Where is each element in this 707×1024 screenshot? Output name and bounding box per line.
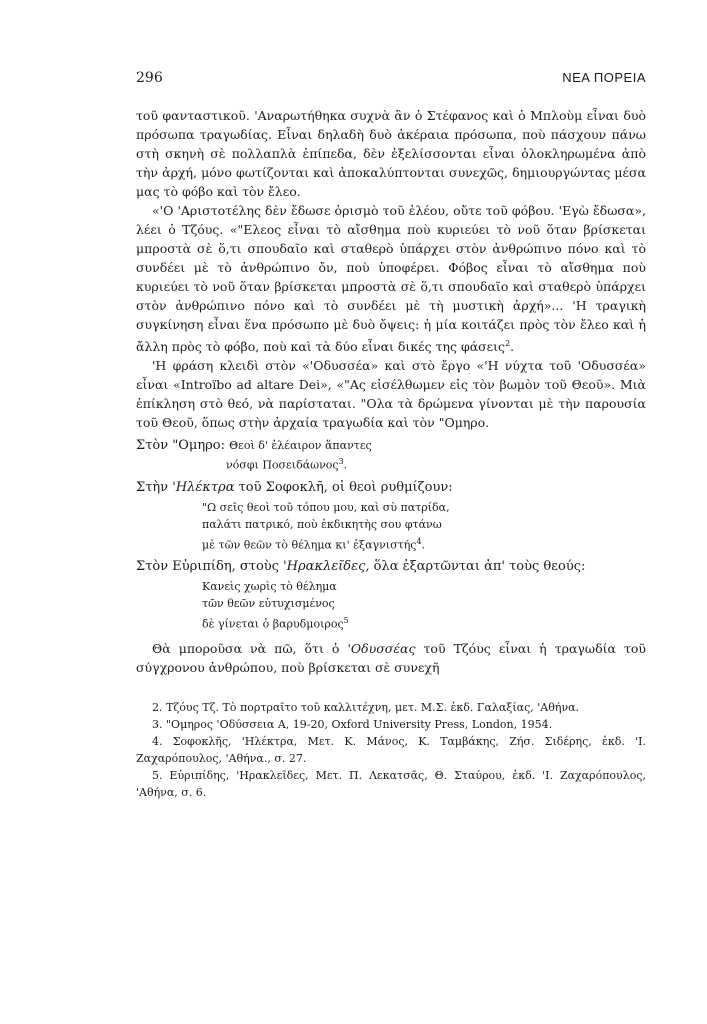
euripides-intro: Στὸν Εὐριπίδη, στοὺς 'Ηρακλεῖδες, ὅλα ἐξαρτῶνται ἀπ' τοὺς θεούς: [136, 559, 586, 575]
closing-paragraph: Θὰ μποροῦσα νὰ πῶ, ὅτι ὁ 'Οδυσσέας τοῦ Τζόυς εἶναι ἡ τραγωδία τοῦ σύγχρονου ἀνθρώπου, ποὺ βρίσκεται σὲ συνεχῆ [136, 641, 646, 676]
sophocles-line: μὲ τῶν θεῶν τὸ θέλημα κι' ἐξαγνιστής$^4$. [202, 536, 426, 552]
euripides-line: τῶν θεῶν εὐτυχισμένος [202, 597, 335, 611]
footnote-2: 2. Τζόυς Τζ. Τὸ πορτραῖτο τοῦ καλλιτέχνη, μετ. Μ.Σ. ἐκδ. Γαλαξίας, 'Αθήνα. [152, 701, 580, 715]
sophocles-intro: Στὴν 'Ηλέκτρα τοῦ Σοφοκλῆ, οἱ θεοὶ ρυθμίζουν: [136, 479, 453, 495]
footnote-4: 4. Σοφοκλῆς, 'Ηλέκτρα, Μετ. Κ. Μάνος, Κ. Ταμβάκης, Ζήσ. Σιδέρης, ἐκδ. 'Ι. Ζαχαρόπουλος, 'Αθήνα., σ. 27. [136, 735, 646, 766]
footnote-ref-2: 2 [505, 339, 511, 348]
footnote-ref-5: 5 [343, 616, 349, 626]
footnote-3: 3. "Ομηρος 'Οδύσσεια Α, 19-20, Oxford University Press, London, 1954. [152, 718, 553, 732]
page-number: 296 [136, 70, 163, 86]
paragraph-2: «'Ο 'Αριστοτέλης δὲν ἔδωσε ὁρισμὸ τοῦ ἐλέου, οὔτε τοῦ φόβου. 'Εγὼ ἔδωσα», λέει ὁ Τζόυς. «"Ελεος εἶναι τὸ αἴσθημα ποὺ κυριεύει τὸ νοῦ ὅταν βρίσκεται μπροστὰ σὲ ὅ,τι σπουδαῖο καὶ σταθερὸ ὑπάρχει στὸν ἀνθρώπινο πόνο καὶ τὸ συνδέει μὲ τὸ ἀνθρώπινο ὄν, ποὺ ὑποφέρει. Φόβος εἶναι τὸ αἴσθημα ποὺ κυριεύει τὸ νοῦ ὅταν βρίσκεται μπροστὰ σὲ ὅ,τι σπουδαῖο καὶ σταθερὸ ὑπάρχει στὸν ἀνθρώπινο πόνο καὶ τὸ συνδέει μὲ τὴ μυστικὴ ἀρχή»... 'Η τραγικὴ συγκίνηση εἶναι ἕνα πρόσωπο μὲ δυὸ ὄψεις: ἡ μία κοιτάζει πρὸς τὸν ἔλεο καὶ ἡ ἄλλη πρὸς τὸ φόβο, ποὺ καὶ τὰ δύο εἶναι δικές της φάσεις$^2$. [136, 203, 646, 355]
homer-line-1: Θεοὶ δ' ἐλέαιρον ἅπαντες [229, 439, 372, 453]
sophocles-quote [202, 499, 646, 554]
homer-intro: Στὸν "Ομηρο: Θεοὶ δ' ἐλέαιρον ἅπαντες [136, 438, 372, 454]
sophocles-line: παλάτι πατρικό, ποὺ ἐκδικητὴς σου φτάνω [202, 517, 442, 531]
euripides-line: δὲ γίνεται ὁ βαρυδμοιρος$^5$ [202, 616, 349, 632]
body-text [136, 106, 646, 432]
paragraph-3: 'Η φράση κλειδὶ στὸν «'Οδυσσέα» καὶ στὸ ἔργο «'Η νύχτα τοῦ 'Οδυσσέα» εἶναι «Introïbo ad altare Dei», «"Ας εἰσέλθωμεν εἰς τὸν βωμὸν τοῦ Θεοῦ». Μιὰ ἐπίκληση στὸ θεό, νὰ παρίσταται. "Ολα τὰ δρώμενα γίνονται μὲ τὴν παρουσία τοῦ Θεοῦ, ὅπως στὴν ἀρχαία τραγωδία καὶ τὸν "Ομηρο. [136, 358, 646, 431]
page [136, 70, 646, 801]
paragraph-1: τοῦ φανταστικοῦ. 'Αναρωτήθηκα συχνὰ ἂν ὁ Στέφανος καὶ ὁ Μπλοὺμ εἶναι δυὸ πρόσωπα τραγωδίας. Εἶναι δηλαδὴ δυὸ ἀκέραια πρόσωπα, ποὺ πάσχουν πάνω στὴ σκηνὴ σὲ πολλαπλὰ ἐπίπεδα, δὲν ἐξελίσσονται εἶναι ὁλοκληρωμένα ἀπὸ τὴν ἀρχή, μόνο φωτίζονται καὶ ἀποκαλύπτονται συνεχῶς, δημιουργώντας μέσα μας τὸ φόβο καὶ τὸν ἔλεο. [136, 108, 646, 199]
page-header [136, 70, 646, 92]
footnote-ref-3: 3 [338, 457, 344, 467]
footnote-5: 5. Εὐριπίδης, 'Ηρακλεῖδες, Μετ. Π. Λεκατσᾶς, Θ. Σταύρου, ἐκδ. 'Ι. Ζαχαρόπουλος, 'Αθήνα, σ. 6. [136, 769, 646, 800]
homer-line-2: νόσφι Ποσειδάωνος [226, 458, 339, 472]
footnotes [136, 699, 646, 801]
euripides-quote [202, 578, 646, 633]
footnote-ref-4: 4 [416, 536, 422, 546]
sophocles-line: "Ω σεῖς θεοὶ τοῦ τόπου μου, καὶ σὺ πατρίδα, [202, 500, 450, 514]
running-head: ΝΕΑ ΠΟΡΕΙΑ [562, 70, 646, 85]
homer-quote: νόσφι Ποσειδάωνος$^3$. [226, 457, 348, 472]
euripides-line: Κανεὶς χωρὶς τὸ θέλημα [202, 580, 337, 594]
